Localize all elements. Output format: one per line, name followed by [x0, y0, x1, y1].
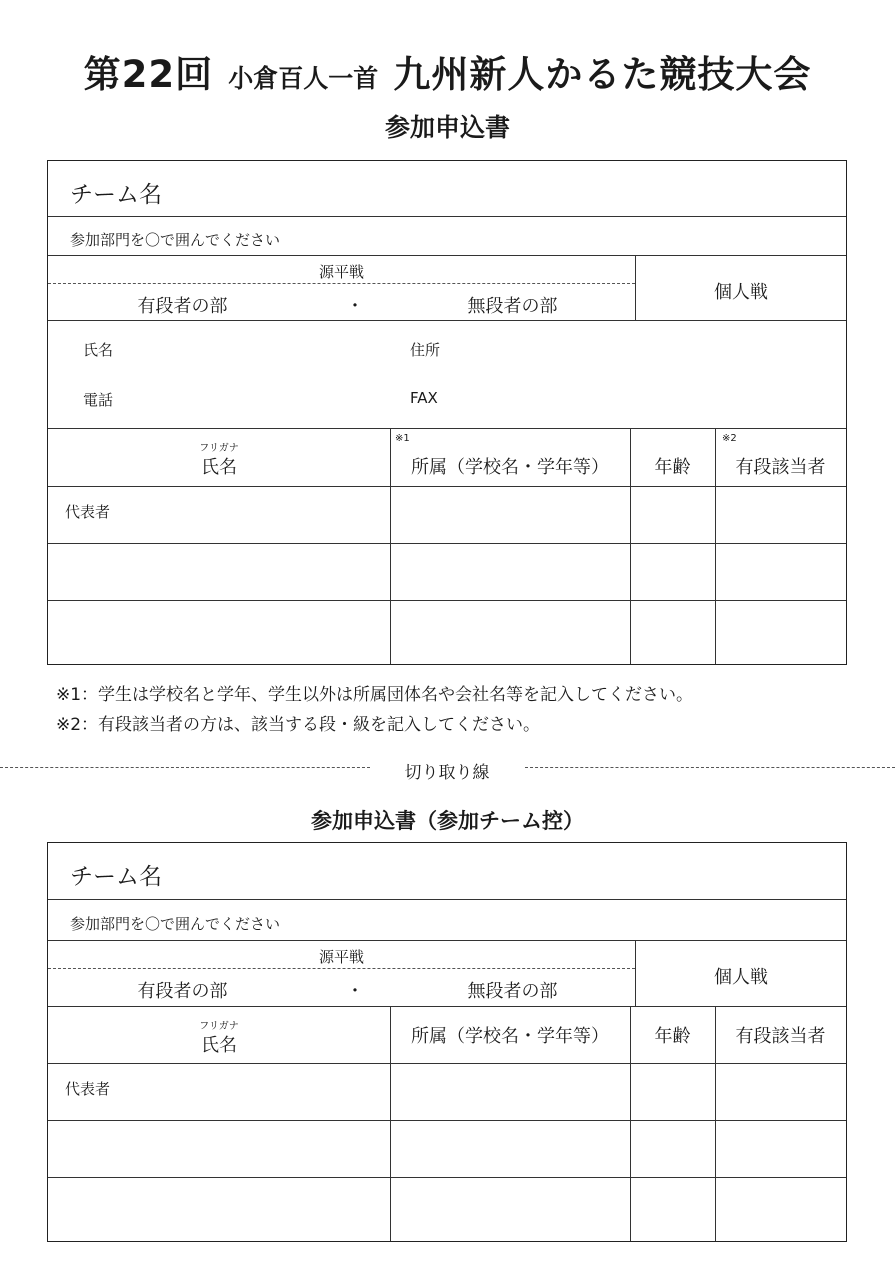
team-battle-label: 源平戦 [318, 263, 364, 281]
copy-form-subtitle: 参加申込書（参加チーム控） [311, 809, 584, 833]
copy-col-affiliation-header: 所属（学校名・学年等） [411, 1026, 609, 1047]
address-field[interactable] [460, 332, 830, 362]
fax-field[interactable] [460, 382, 830, 412]
cut-line-label: 切り取り線 [370, 758, 524, 783]
copy-team-name-field[interactable] [200, 852, 830, 892]
team-name-field[interactable] [200, 170, 830, 210]
copy-division-separator: ・ [346, 981, 364, 1002]
copy-individual-division-option[interactable]: 個人戦 [714, 967, 768, 988]
copy-col-age-header: 年齢 [654, 1026, 691, 1047]
page-title [0, 44, 895, 94]
cut-line-left [0, 767, 370, 768]
furigana-label: フリガナ [199, 443, 239, 454]
title-event: 九州新人かるた競技大会 [393, 53, 812, 96]
note-mark-1: ※1 [395, 433, 410, 444]
copy-non-dan-division-option[interactable]: 無段者の部 [467, 981, 558, 1002]
cut-line-right [525, 767, 895, 768]
col-name-header: 氏名 [201, 457, 237, 478]
title-edition: 第22回 [83, 53, 214, 96]
copy-dan-division-option[interactable]: 有段者の部 [137, 981, 228, 1002]
copy-col-name-header: 氏名 [201, 1035, 237, 1056]
copy-team-battle-label: 源平戦 [318, 948, 364, 966]
phone-field[interactable] [130, 382, 380, 412]
title-series: 小倉百人一首 [228, 64, 379, 93]
team-name-label: チーム名 [70, 182, 162, 208]
copy-furigana-label: フリガナ [199, 1021, 239, 1032]
note-2: ※2：有段該当者の方は、該当する段・級を記入してください。 [56, 715, 541, 735]
contact-name-field[interactable] [130, 332, 380, 362]
copy-col-dan-header: 有段該当者 [735, 1026, 826, 1047]
representative-label: 代表者 [65, 503, 111, 521]
dan-division-option[interactable]: 有段者の部 [137, 296, 228, 317]
copy-team-name-label: チーム名 [70, 864, 162, 890]
note-1: ※1：学生は学校名と学年、学生以外は所属団体名や会社名等を記入してください。 [56, 685, 694, 705]
individual-division-option[interactable]: 個人戦 [714, 282, 768, 303]
col-age-header: 年齢 [654, 457, 691, 478]
address-label: 住所 [410, 341, 441, 359]
copy-division-instruction: 参加部門を〇で囲んでください [70, 915, 281, 933]
non-dan-division-option[interactable]: 無段者の部 [467, 296, 558, 317]
col-dan-header: 有段該当者 [735, 457, 826, 478]
note-mark-2: ※2 [722, 433, 737, 444]
form-subtitle: 参加申込書 [384, 113, 510, 142]
copy-representative-label: 代表者 [65, 1080, 111, 1098]
col-affiliation-header: 所属（学校名・学年等） [411, 457, 609, 478]
phone-label: 電話 [83, 391, 114, 409]
contact-name-label: 氏名 [83, 341, 114, 359]
fax-label: FAX [410, 389, 438, 407]
division-instruction: 参加部門を〇で囲んでください [70, 231, 281, 249]
division-separator: ・ [346, 296, 364, 317]
